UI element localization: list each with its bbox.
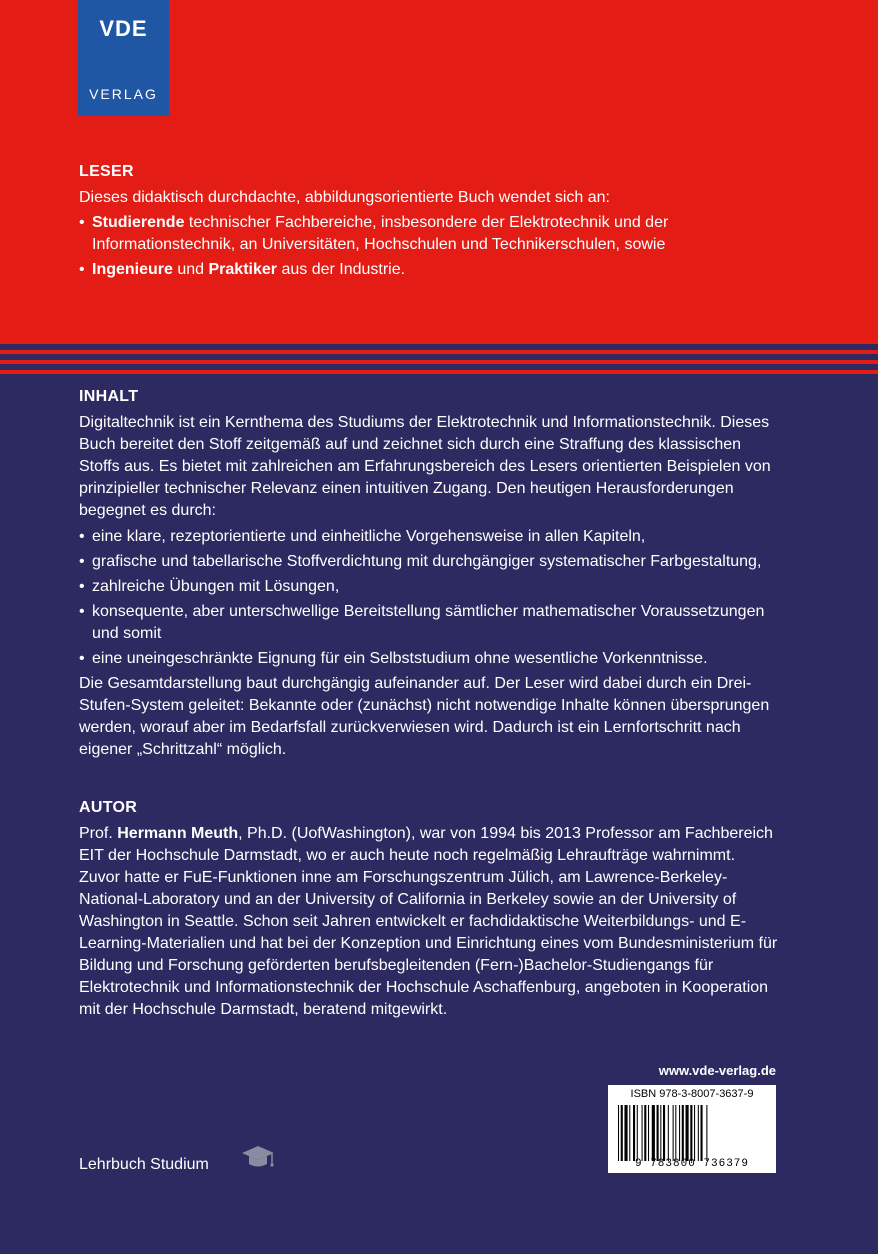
bullet-text: grafische und tabellarische Stoffverdichtung mit durchgängiger systematischer Farbgestaltung, (92, 553, 762, 570)
bullet-bold: Praktiker (208, 261, 277, 278)
autor-body: , Ph.D. (UofWashington), war von 1994 bis 2013 Professor am Fachbereich EIT der Hochschule Darmstadt, wo er auch heute noch regelmäßig Lehraufträge wahrnimmt. Zuvor hatte er FuE-Funktionen inne am Forschungszentrum Jülich, am Lawrence-Berkeley-National-Laboratory und an der University of California in Berkeley sowie an der University of Washington in Seattle. Schon seit Jahren entwickelt er fachdidaktische Weiterbildungs- und E-Learning-Materialien und hat bei der Konzeption und Einrichtung eines vom Bundesministerium für Bildung und Forschung geförderten berufsbegleitenden (Fern-)Bachelor-Studiengangs für Elektrotechnik und Informationstechnik der Hochschule Aschaffenburg, angeboten in Kooperation mit der Hochschule Darmstadt, beratend mitgewirkt. (79, 825, 778, 1018)
barcode-bar (644, 1105, 646, 1161)
inhalt-bullets (79, 526, 779, 670)
barcode-bar (648, 1105, 649, 1161)
barcode-bar (701, 1105, 703, 1161)
barcode-bar (657, 1105, 659, 1161)
barcode-bar (668, 1105, 669, 1161)
barcode-bar (686, 1105, 689, 1161)
barcode-bar (694, 1105, 695, 1161)
autor-prefix: Prof. (79, 825, 118, 842)
series-label: Lehrbuch Studium (79, 1156, 209, 1173)
barcode-bar (652, 1105, 655, 1161)
autor-bio (79, 823, 779, 1021)
bullet-text: und (172, 261, 209, 278)
leser-intro: Dieses didaktisch durchdachte, abbildungsorientierte Buch wendet sich an: (79, 189, 610, 206)
list-item: • konsequente, aber unterschwellige Bereitstellung sämtlicher mathematischer Voraussetzungen und somit (79, 603, 765, 642)
publisher-url[interactable]: www.vde-verlag.de (658, 1063, 776, 1078)
list-item: • Studierende technischer Fachbereiche, insbesondere der Elektrotechnik und der Informationstechnik, an Universitäten, Hochschulen und Technikerschulen, sowie (79, 214, 669, 253)
bullet-text: eine klare, rezeptorientierte und einheitliche Vorgehensweise in allen Kapiteln, (92, 528, 646, 545)
bullet-text: konsequente, aber unterschwellige Bereitstellung sämtlicher mathematischer Voraussetzungen und somit (92, 603, 765, 642)
barcode-bar (675, 1105, 676, 1161)
autor-heading: AUTOR (79, 799, 138, 816)
isbn-text: ISBN 978-3-8007-3637-9 (630, 1088, 754, 1100)
barcode-bar (673, 1105, 674, 1161)
inhalt-outro: Die Gesamtdarstellung baut durchgängig aufeinander auf. Der Leser wird dabei durch ein Drei-Stufen-System geleitet: Bekannte oder (zunächst) nicht notwendige Inhalte können übersprungen werden, worauf aber im Bedarfsfall zurückverwiesen wird. Dadurch ist ein Lernfortschritt nach eigener „Schrittzahl“ möglich. (79, 675, 770, 758)
barcode-bar (690, 1105, 692, 1161)
bullet-bold: Studierende (92, 214, 185, 231)
publisher-logo (78, 0, 169, 116)
bullet-bold: Ingenieure (92, 261, 173, 278)
barcode-bar (624, 1105, 627, 1161)
divider-stripe (0, 340, 878, 344)
inhalt-section (79, 388, 779, 761)
barcode-bar (618, 1105, 619, 1161)
inhalt-heading: INHALT (79, 388, 139, 405)
barcode-bar (663, 1105, 665, 1161)
barcode-icon (616, 1105, 768, 1161)
barcode-bar (698, 1105, 699, 1161)
isbn-barcode-box (608, 1085, 776, 1173)
barcode-bar (629, 1105, 630, 1161)
autor-name: Hermann Meuth (117, 825, 239, 842)
divider-stripe (0, 360, 878, 364)
barcode-bar (682, 1105, 684, 1161)
logo-verlag-text: VERLAG (89, 86, 158, 102)
barcode-bar (637, 1105, 638, 1161)
autor-section (79, 799, 779, 1021)
leser-heading: LESER (79, 163, 134, 180)
logo-vde-text: VDE (99, 16, 148, 41)
mortarboard-icon (241, 1140, 275, 1174)
divider-stripe (0, 370, 878, 374)
bullet-text: aus der Industrie. (277, 261, 406, 278)
bullet-text: eine uneingeschränkte Eignung für ein Selbststudium ohne wesentliche Vorkenntnisse. (92, 650, 708, 667)
barcode-digits: 9 783800 736379 (634, 1158, 750, 1170)
barcode-bar (679, 1105, 680, 1161)
barcode-bar (621, 1105, 623, 1161)
bullet-text: technischer Fachbereiche, insbesondere der Elektrotechnik und der Informationstechnik, an Universitäten, Hochschulen und Technikerschulen, sowie (92, 214, 669, 253)
list-item: • zahlreiche Übungen mit Lösungen, (79, 578, 340, 595)
barcode-bar (633, 1105, 635, 1161)
divider-stripe (0, 350, 878, 354)
barcode-bar (642, 1105, 643, 1161)
inhalt-intro: Digitaltechnik ist ein Kernthema des Studiums der Elektrotechnik und Informationstechnik. Dieses Buch bereitet den Stoff zeitgemäß auf und zeichnet sich durch eine Straffung des klassischen Stoffs aus. Es bietet mit zahlreichen am Erfahrungsbereich des Lesers orientierten Beispielen von prinzipieller technischer Relevanz einen intuitiven Zugang. Den heutigen Herausforderungen begegnet es durch: (79, 414, 771, 519)
leser-section (79, 163, 779, 284)
divider-stripes (0, 340, 878, 380)
list-item: • grafische und tabellarische Stoffverdichtung mit durchgängiger systematischer Farbgestaltung, (79, 553, 762, 570)
list-item: • Ingenieure und Praktiker aus der Industrie. (79, 261, 406, 278)
barcode-bar (706, 1105, 707, 1161)
list-item: • eine klare, rezeptorientierte und einheitliche Vorgehensweise in allen Kapiteln, (79, 528, 646, 545)
barcode-bar (660, 1105, 661, 1161)
bullet-text: zahlreiche Übungen mit Lösungen, (92, 578, 340, 595)
leser-bullets (79, 212, 779, 281)
list-item: • eine uneingeschränkte Eignung für ein Selbststudium ohne wesentliche Vorkenntnisse. (79, 650, 708, 667)
